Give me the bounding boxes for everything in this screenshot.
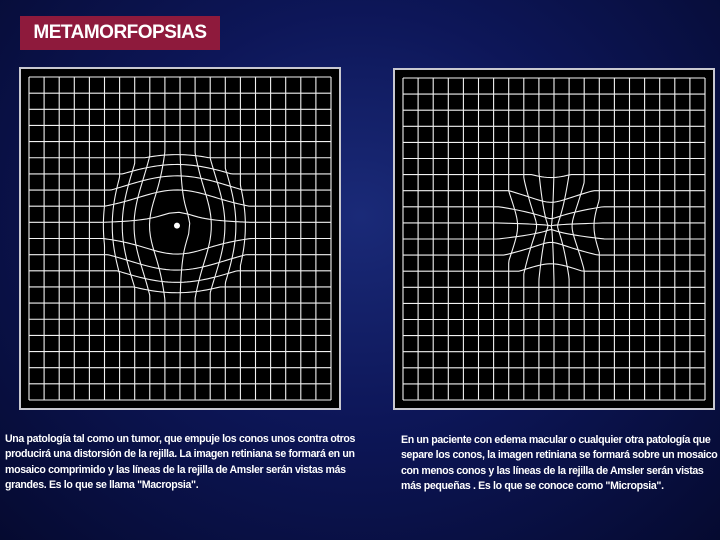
slide-title: METAMORFOPSIAS bbox=[20, 16, 220, 50]
fixation-dot bbox=[174, 223, 180, 229]
amsler-grid-micropsia bbox=[393, 68, 715, 410]
micropsia-grid-drawing bbox=[395, 70, 713, 408]
micropsia-caption: En un paciente con edema macular o cualquier otra patología que separe los conos, la imagen retiniana se formará sobre un mosaico con menos conos y las líneas de la rejilla de Amsler serán vistas más pequeñas . Es lo que se conoce como "Micropsia". bbox=[401, 434, 718, 492]
amsler-grid-macropsia bbox=[19, 67, 341, 410]
macropsia-caption: Una patología tal como un tumor, que empuje los conos unos contra otros producirá una distorsión de la rejilla. La imagen retiniana se formará en un mosaico comprimido y las líneas de la rejilla de Amsler serán vistas más grandes. Es lo que se llama "Macropsia". bbox=[5, 433, 356, 491]
macropsia-grid-drawing bbox=[21, 69, 339, 408]
